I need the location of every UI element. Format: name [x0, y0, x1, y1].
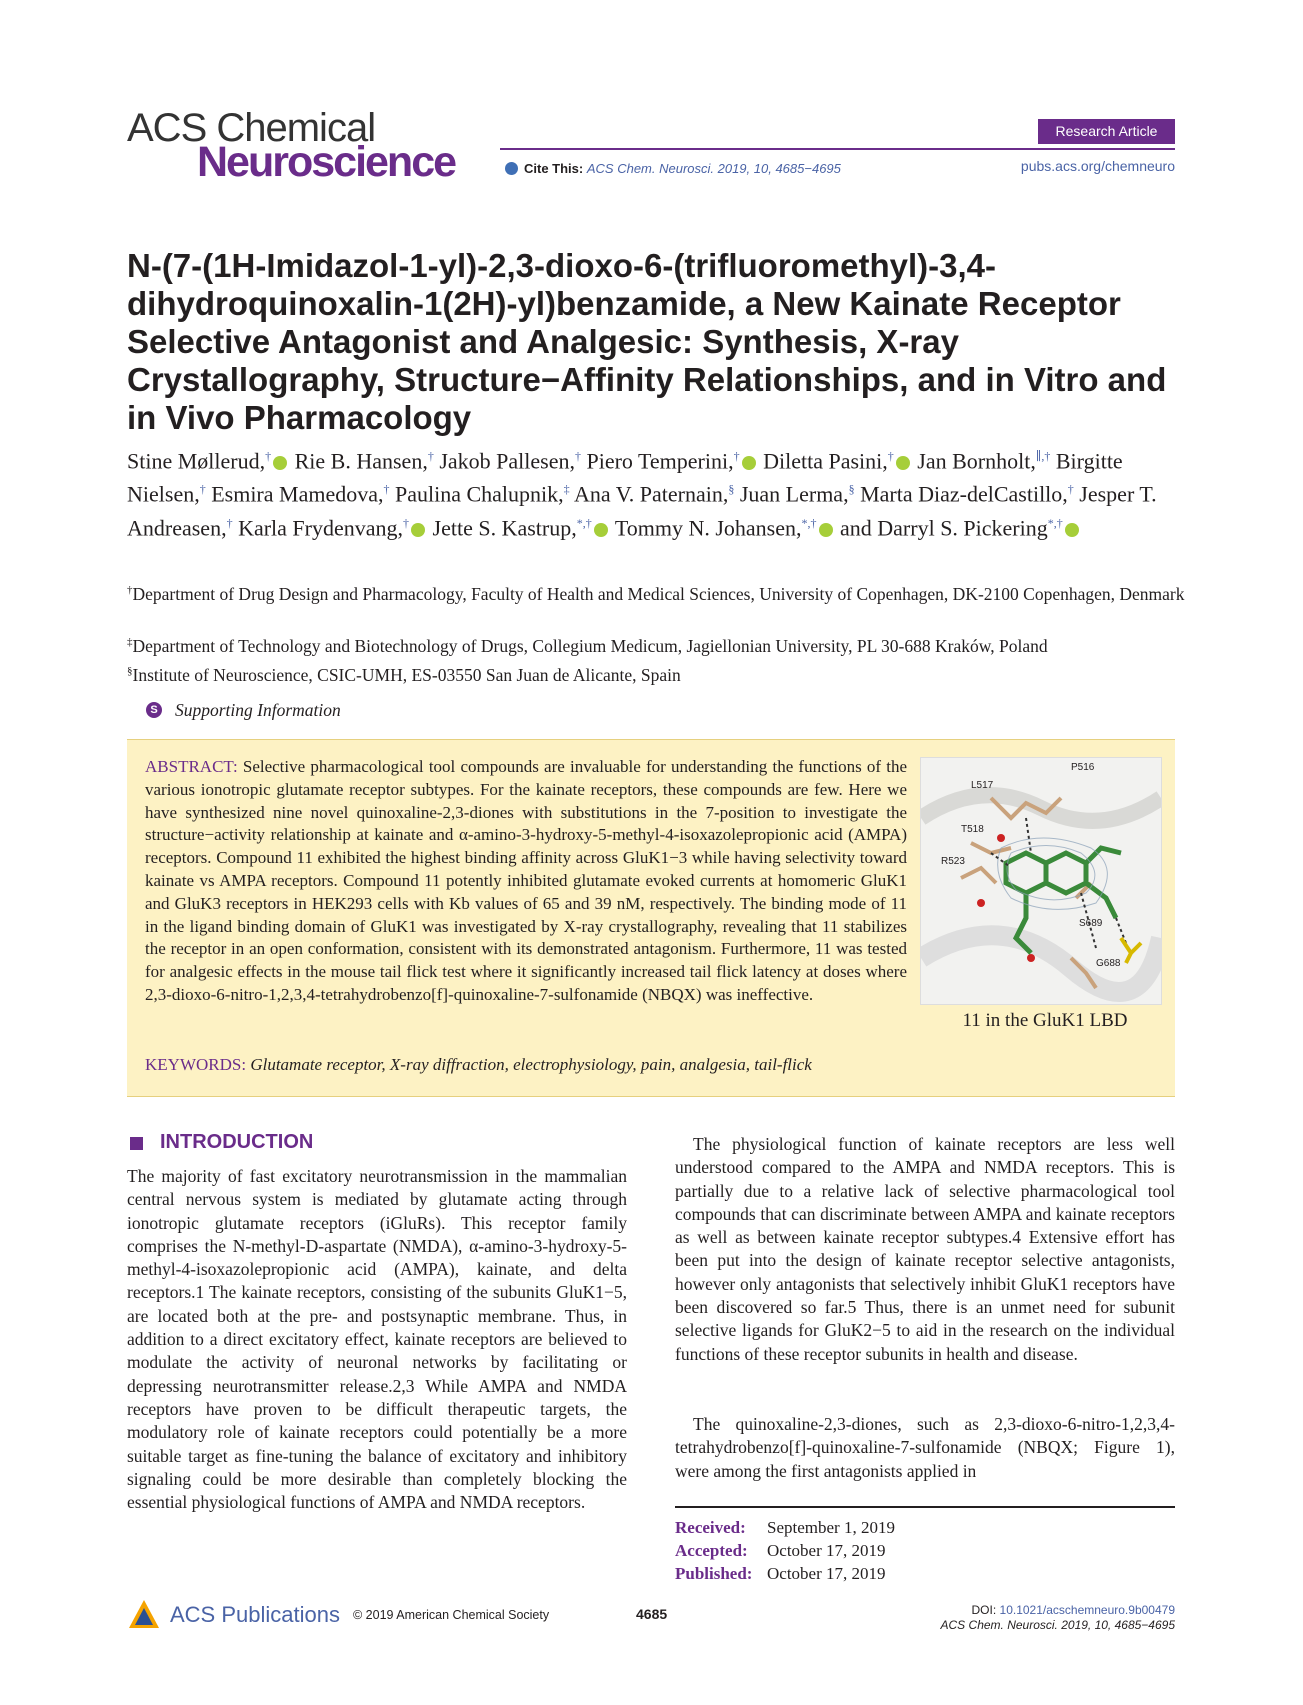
author-name: Karla Frydenvang, — [238, 514, 404, 540]
residue-label-l517: L517 — [971, 780, 994, 791]
author-name: Marta Diaz-delCastillo, — [860, 481, 1068, 507]
author-affiliation-mark: ∥,† — [1035, 449, 1051, 463]
author-affiliation-mark: † — [383, 482, 390, 497]
author-affiliation-mark: § — [848, 482, 855, 497]
author-name: Birgitte Nielsen, — [127, 448, 1123, 507]
affiliation-2: ‡Department of Technology and Biotechnology of Drugs, Collegium Medicum, Jagiellonian University, PL 30-688 Kraków, Poland — [127, 635, 1048, 656]
footer-citation: ACS Chem. Neurosci. 2019, 10, 4685−4695 — [940, 1618, 1175, 1632]
residue-label-g688: G688 — [1096, 958, 1121, 969]
intro-paragraph-right-1: The physiological function of kainate receptors are less well understood compared to the AMPA and NMDA receptors. This is partially due to a relative lack of selective pharmacological tool compounds that can discriminate between AMPA and kainate receptors as well as between kainate receptor subtypes.4 Extensive effort has been put into the design of kainate receptor selective antagonists, however only antagonists that selectively inhibit GluK1 receptors have been discovered so far.5 Thus, there is an unmet need for subunit selective ligands for GluK2−5 to aid in the research on the individual functions of these receptor subunits in health and disease. — [675, 1134, 1175, 1364]
keywords — [145, 1055, 905, 1075]
section-marker-icon — [130, 1137, 143, 1150]
journal-url-link[interactable]: pubs.acs.org/chemneuro — [1020, 158, 1175, 174]
author-affiliation-mark: † — [733, 449, 740, 463]
author-list — [127, 442, 1187, 542]
author-name: Jette S. Kastrup, — [432, 514, 577, 540]
author-name: Rie B. Hansen, — [294, 448, 428, 474]
author-affiliation-mark: † — [403, 515, 410, 530]
abstract-body: Selective pharmacological tool compounds are invaluable for understanding the functions of the various ionotropic glutamate receptor subtypes. For the kainate receptors, these compounds are few. Here we have synthesized nine novel quinoxaline-2,3-diones with substitutions in the 7-position to investigate the structure−activity relationship at kainate and α-amino-3-hydroxy-5-methyl-4-isoxazolepropionic acid (AMPA) receptors. Compound 11 exhibited the highest binding affinity across GluK1−3 while having selectivity toward kainate vs AMPA receptors. Compound 11 potently inhibited glutamate evoked currents at homomeric GluK1 and GluK3 receptors in HEK293 cells with Kb values of 65 and 39 nM, respectively. The binding mode of 11 in the ligand binding domain of GluK1 was investigated by X-ray crystallography, revealing that 11 stabilizes the receptor in an open conformation, consistent with its demonstrated antagonism. Furthermore, 11 was tested for analgesic effects in the mouse tail flick test where it significantly increased tail flick latency at doses where 2,3-dioxo-6-nitro-1,2,3,4-tetrahydrobenzo[f]-quinoxaline-7-sulfonamide (NBQX) was ineffective. — [145, 757, 907, 1004]
publisher-name: ACS Publications — [170, 1602, 340, 1627]
acs-logo-icon — [127, 1598, 161, 1632]
residue-label-s689: S689 — [1079, 918, 1103, 929]
author-name: Diletta Pasini, — [763, 448, 888, 474]
cite-label: Cite This: — [524, 161, 584, 176]
orcid-icon[interactable] — [594, 523, 608, 537]
section-heading-introduction: INTRODUCTION — [160, 1131, 314, 1153]
author-affiliation-mark: † — [1067, 482, 1074, 497]
author-name: Jan Bornholt, — [917, 448, 1036, 474]
dates-rule — [675, 1506, 1175, 1508]
author-affiliation-mark: *,† — [801, 515, 817, 530]
doi-link[interactable]: 10.1021/acschemneuro.9b00479 — [999, 1603, 1175, 1617]
journal-name-bottom: Neuroscience — [197, 138, 456, 186]
article-type-badge: Research Article — [1038, 119, 1175, 144]
author-name: and Darryl S. Pickering — [840, 514, 1048, 540]
abstract-label: ABSTRACT: — [145, 757, 238, 776]
affiliation-1: †Department of Drug Design and Pharmacology, Faculty of Health and Medical Sciences, University of Copenhagen, DK-2100 Copenhagen, Denmark — [127, 583, 1185, 604]
author-affiliation-mark: † — [887, 449, 894, 463]
cite-check-icon — [505, 162, 518, 175]
residue-label-p516: P516 — [1071, 762, 1095, 773]
header-rule — [500, 148, 1175, 150]
orcid-icon[interactable] — [742, 456, 756, 470]
supporting-info-link[interactable]: Supporting Information — [175, 700, 341, 720]
author-name: Juan Lerma, — [739, 481, 849, 507]
author-affiliation-mark: † — [199, 482, 206, 497]
journal-name-top: ACS Chemical — [127, 106, 376, 150]
toc-caption: 11 in the GluK1 LBD — [962, 1010, 1128, 1031]
orcid-icon[interactable] — [1065, 523, 1079, 537]
author-name: Jesper T. Andreasen, — [127, 481, 1157, 540]
doi-label: DOI: — [971, 1603, 997, 1617]
doi-block — [941, 1603, 1175, 1633]
author-name: Stine Møllerud, — [127, 448, 266, 474]
orcid-icon[interactable] — [896, 456, 910, 470]
date-accepted: Accepted: October 17, 2019 — [675, 1541, 886, 1560]
date-received: Received: September 1, 2019 — [675, 1518, 895, 1537]
cite-reference-link[interactable]: ACS Chem. Neurosci. 2019, 10, 4685−4695 — [586, 161, 841, 176]
author-name: Paulina Chalupnik, — [395, 481, 564, 507]
page-number: 4685 — [636, 1606, 668, 1622]
author-name: Ana V. Paternain, — [573, 481, 729, 507]
residue-label-r523: R523 — [941, 856, 965, 867]
author-name: Esmira Mamedova, — [211, 481, 384, 507]
toc-graphic — [920, 757, 1162, 1005]
author-name: Jakob Pallesen, — [439, 448, 575, 474]
supporting-info-icon[interactable]: S — [146, 702, 162, 718]
article-title: N-(7-(1H-Imidazol-1-yl)-2,3-dioxo-6-(trifluoromethyl)-3,4-dihydroquinoxalin-1(2H)-yl)benzamide, a New Kainate Receptor Selective Antagonist and Analgesic: Synthesis, X-ray Crystallography, Structure−Affinity Relationships, and in Vitro and in Vivo Pharmacology — [127, 247, 1167, 436]
keywords-label: KEYWORDS: — [145, 1055, 247, 1074]
author-name: Tommy N. Johansen, — [614, 514, 802, 540]
orcid-icon[interactable] — [273, 456, 287, 470]
author-affiliation-mark: ‡ — [563, 482, 570, 497]
affiliation-3: §Institute of Neuroscience, CSIC-UMH, ES-03550 San Juan de Alicante, Spain — [127, 664, 681, 685]
author-affiliation-mark: † — [265, 449, 272, 463]
intro-paragraph-right-2: The quinoxaline-2,3-diones, such as 2,3-dioxo-6-nitro-1,2,3,4-tetrahydrobenzo[f]-quinoxaline-7-sulfonamide (NBQX; Figure 1), were among the first antagonists applied in — [675, 1414, 1175, 1481]
author-name: Piero Temperini, — [586, 448, 734, 474]
author-affiliation-mark: † — [427, 449, 434, 463]
orcid-icon[interactable] — [411, 523, 425, 537]
author-affiliation-mark: *,† — [1047, 515, 1063, 530]
date-published: Published: October 17, 2019 — [675, 1564, 886, 1583]
copyright: © 2019 American Chemical Society — [353, 1608, 550, 1622]
author-affiliation-mark: § — [728, 482, 735, 497]
orcid-icon[interactable] — [819, 523, 833, 537]
intro-paragraph-left: The majority of fast excitatory neurotransmission in the mammalian central nervous system is mediated by glutamate acting through ionotropic glutamate receptors (iGluRs). This receptor family comprises the N-methyl-D-aspartate (NMDA), α-amino-3-hydroxy-5-methyl-4-isoxazolepropionic acid (AMPA), kainate, and delta receptors.1 The kainate receptors, consisting of the subunits GluK1−5, are located both at the pre- and postsynaptic membrane. Thus, in addition to a direct excitatory effect, kainate receptors are believed to modulate the activity of neuronal networks by facilitating or depressing neurotransmitter release.2,3 While AMPA and NMDA receptors have proven to be difficult therapeutic targets, the modulatory role of kainate receptors could potentially be a more suitable target as fine-tuning the balance of excitatory and inhibitory signaling could be more desirable than completely blocking the essential physiological functions of AMPA and NMDA receptors. — [127, 1166, 627, 1513]
author-affiliation-mark: † — [574, 449, 581, 463]
keywords-list: Glutamate receptor, X-ray diffraction, electrophysiology, pain, analgesia, tail-flick — [250, 1055, 812, 1074]
author-affiliation-mark: *,† — [576, 515, 592, 530]
residue-label-t518: T518 — [961, 824, 984, 835]
abstract — [145, 756, 907, 1007]
author-affiliation-mark: † — [226, 515, 233, 530]
cite-line — [524, 161, 841, 176]
